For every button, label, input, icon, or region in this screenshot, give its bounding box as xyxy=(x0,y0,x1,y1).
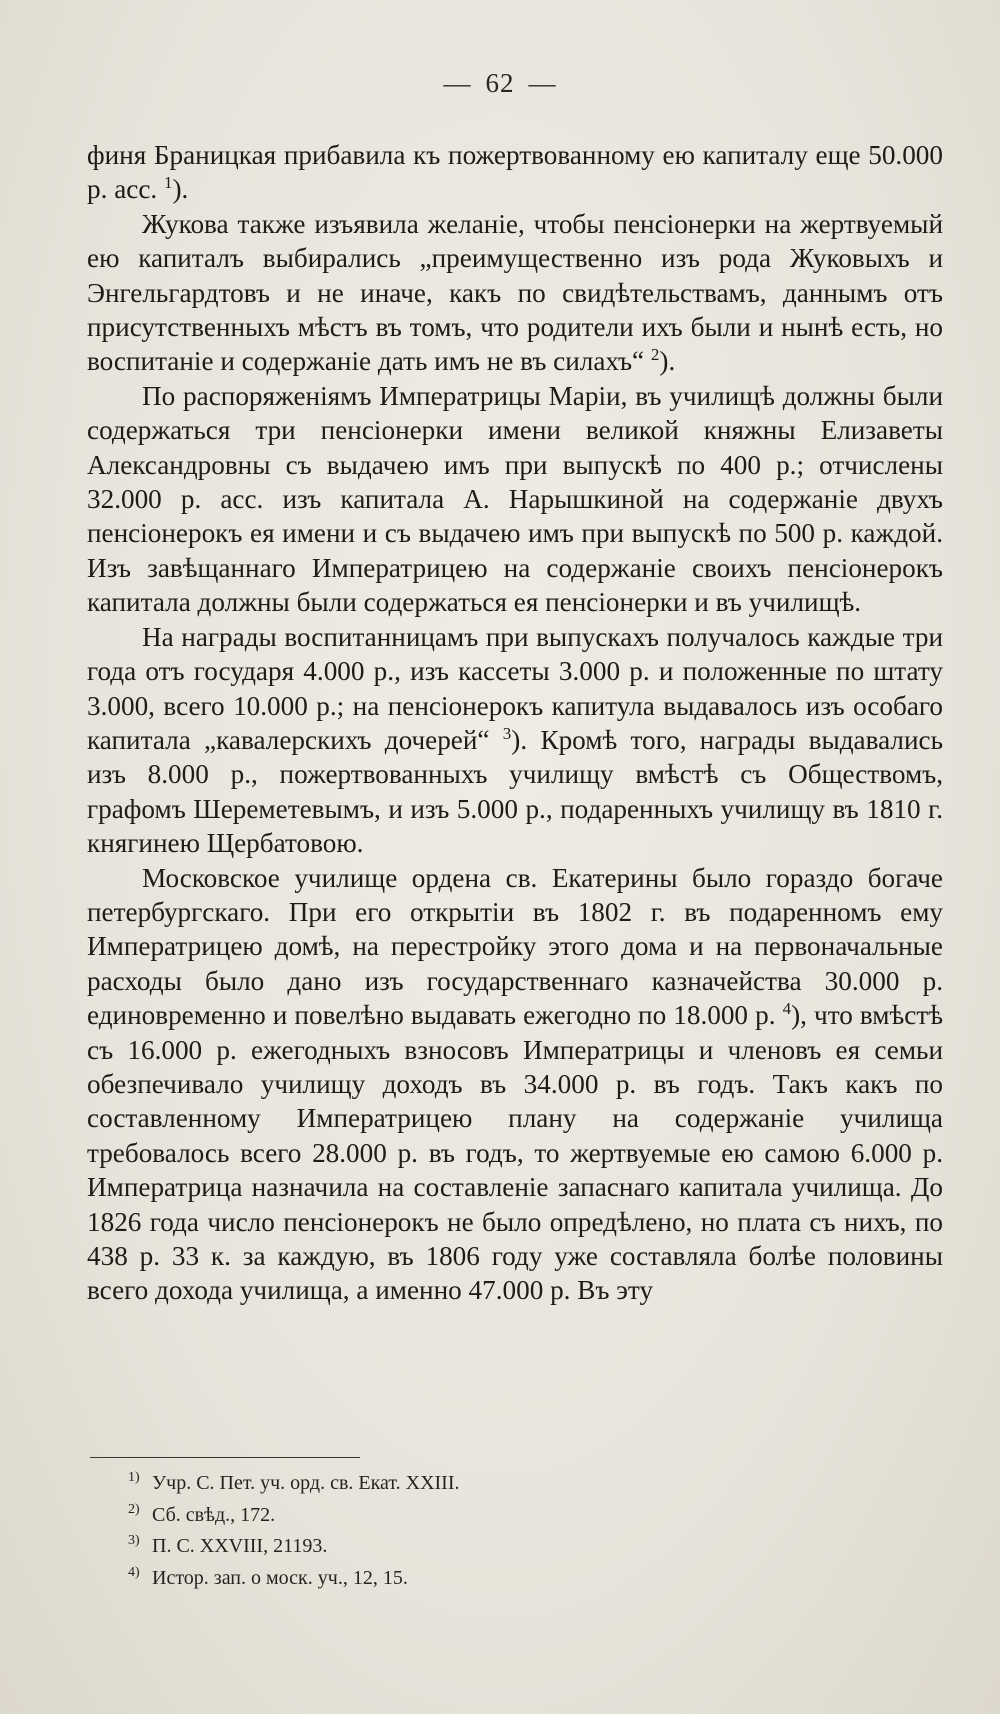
paragraph-5-text: Московское училище ордена св. Екатерины было гораздо богаче петербургскаго. При его открытіи въ 1802 г. въ подаренномъ ему Императрицею домѣ, на перестройку этого дома и на первоначальные расходы было дано изъ государственнаго казначейства 30.000 р. единовременно и повелѣно выдавать ежегодно по 18.000 р. xyxy=(87,862,943,1031)
page-number: 62 xyxy=(485,68,515,98)
footnote-2-text: Сб. свѣд., 172. xyxy=(152,1503,276,1526)
footnote-2-paren: ) xyxy=(135,1501,140,1517)
footnote-3-text: П. С. XXVIII, 21193. xyxy=(152,1535,328,1557)
footnote-ref-4: 4 xyxy=(782,999,792,1019)
paragraph-1 xyxy=(87,138,943,207)
footnote-2-number: 2 xyxy=(128,1501,135,1517)
footnote-separator-rule xyxy=(90,1457,360,1458)
footnote-ref-1: 1 xyxy=(163,173,173,193)
paragraph-3-text: По распоряженіямъ Императрицы Маріи, въ училищѣ должны были содержаться три пенсіонерки имени великой княжны Елизаветы Александровны съ выдачею имъ при выпускѣ по 400 р.; отчислены 32.000 р. асс. изъ капитала А. Нарышкиной на содержаніе двухъ пенсіонерокъ ея имени и съ выдачею имъ при выпускѣ по 500 р. каждой. Изъ завѣщаннаго Императрицею на содержаніе своихъ пенсіонерокъ капитала должны были содержаться ея пенсіонерки и въ училищѣ. xyxy=(87,380,943,618)
footnote-1-text: Учр. С. Пет. уч. орд. св. Екат. XXIII. xyxy=(152,1472,460,1494)
paragraph-1-after: ). xyxy=(172,174,189,205)
footnote-1-paren: ) xyxy=(135,1470,140,1486)
footnote-ref-2: 2 xyxy=(650,345,660,365)
paragraph-3 xyxy=(87,379,943,620)
page-number-dash-right: — xyxy=(528,68,557,98)
paragraph-1-text: финя Браницкая прибавила къ пожертвованному ею капиталу еще 50.000 р. асс. xyxy=(87,140,943,205)
footnote-2 xyxy=(128,1500,908,1532)
page-number-header xyxy=(0,68,1000,99)
footnote-3-number: 3 xyxy=(128,1533,135,1549)
footnote-4-paren: ) xyxy=(135,1564,140,1580)
paragraph-5-after: ), что вмѣстѣ съ 16.000 р. ежегодныхъ взносовъ Императрицы и членовъ ея семьи обезпечивало училищу доходъ въ 34.000 р. въ годъ. Такъ какъ по составленному Императрицею плану на содержаніе училища требовалось всего 28.000 р. въ годъ, то жертвуемые ею самою 6.000 р. Императрица назначила на составленіе запаснаго капитала училища. До 1826 года число пенсіонерокъ не было опредѣлено, но плата съ нихъ, по 438 р. 33 к. за каждую, въ 1806 году уже составляла болѣе половины всего дохода училища, а именно 47.000 р. Въ эту xyxy=(87,1000,943,1306)
paragraph-2-after: ). xyxy=(659,346,676,377)
paragraph-2-text: Жукова также изъявила желаніе, чтобы пенсіонерки на жертвуемый ею капиталъ выбирались „преимущественно изъ рода Жуковыхъ и Энгельгардтовъ и не иначе, какъ по свидѣтельствамъ, даннымъ отъ присутственныхъ мѣстъ въ томъ, что родители ихъ были и нынѣ есть, но воспитаніе и содержаніе дать имъ не въ силахъ“ xyxy=(87,208,943,377)
body-text xyxy=(87,138,943,1308)
paragraph-4 xyxy=(87,620,943,861)
footnotes xyxy=(128,1468,908,1594)
footnote-3 xyxy=(128,1531,908,1563)
footnote-3-paren: ) xyxy=(135,1533,140,1549)
footnote-4 xyxy=(128,1563,908,1595)
footnote-1 xyxy=(128,1468,908,1500)
paragraph-2 xyxy=(87,207,943,379)
page-number-dash-left: — xyxy=(443,68,472,98)
footnote-ref-3: 3 xyxy=(502,723,512,743)
paragraph-4-after: ). Кромѣ того, награды выдавались изъ 8.000 р., пожертвованныхъ училищу вмѣстѣ съ Обществомъ, графомъ Шереметевымъ, и изъ 5.000 р., подаренныхъ училищу въ 1810 г. княгинею Щербатовою. xyxy=(87,724,943,859)
footnote-1-number: 1 xyxy=(128,1470,135,1486)
footnote-4-number: 4 xyxy=(128,1564,135,1580)
paragraph-5 xyxy=(87,861,943,1308)
footnote-4-text: Истор. зап. о моск. уч., 12, 15. xyxy=(152,1566,408,1589)
paragraph-4-text: На награды воспитанницамъ при выпускахъ получалось каждые три года отъ государя 4.000 р., изъ кассеты 3.000 р. и положенные по штату 3.000, всего 10.000 р.; на пенсіонерокъ капитула выдавалось изъ особаго капитала „кавалерскихъ дочерей“ xyxy=(87,621,943,755)
